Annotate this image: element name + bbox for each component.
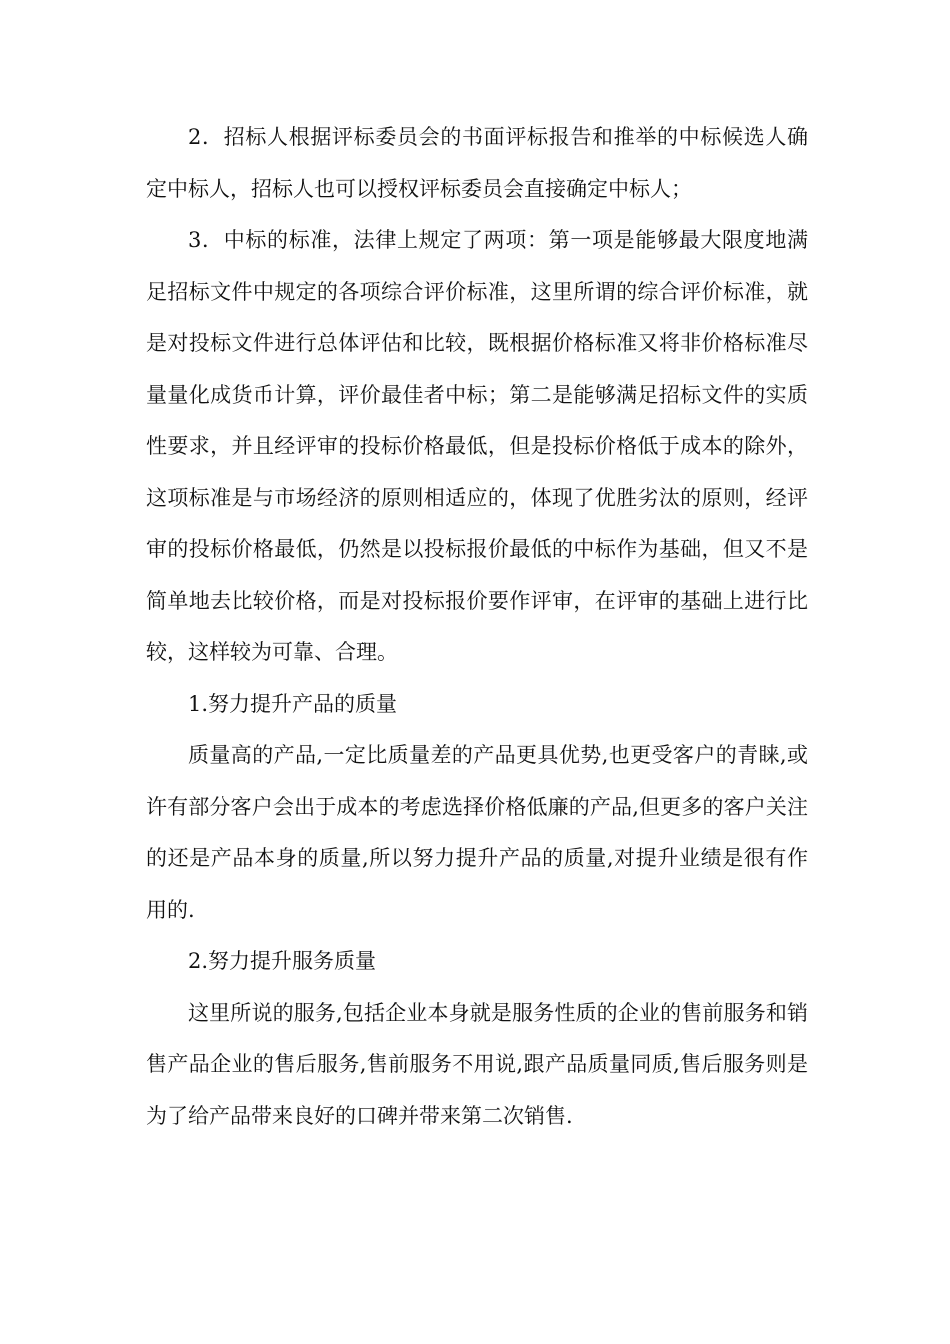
section-heading-service-quality: 2.努力提升服务质量 [188, 949, 377, 973]
paragraph-product-quality: 质量高的产品,一定比质量差的产品更具优势,也更受客户的青睐,或许有部分客户会出于成本的考虑选择价格低廉的产品,但更多的客户关注的还是产品本身的质量,所以努力提升产品的质量,对提升业绩是很有作用的. [146, 743, 808, 922]
document-page [146, 112, 808, 1142]
paragraph-bid-decision: 2．招标人根据评标委员会的书面评标报告和推举的中标候选人确定中标人，招标人也可以授权评标委员会直接确定中标人； [146, 125, 808, 201]
paragraph-service-quality: 这里所说的服务,包括企业本身就是服务性质的企业的售前服务和销售产品企业的售后服务,售前服务不用说,跟产品质量同质,售后服务则是为了给产品带来良好的口碑并带来第二次销售. [146, 1000, 808, 1128]
paragraph-bid-standard: 3．中标的标准，法律上规定了两项：第一项是能够最大限度地满足招标文件中规定的各项综合评价标准，这里所谓的综合评价标准，就是对投标文件进行总体评估和比较，既根据价格标准又将非价格标准尽量量化成货币计算，评价最佳者中标；第二是能够满足招标文件的实质性要求，并且经评审的投标价格最低，但是投标价格低于成本的除外，这项标准是与市场经济的原则相适应的，体现了优胜劣汰的原则，经评审的投标价格最低，仍然是以投标报价最低的中标作为基础，但又不是简单地去比较价格，而是对投标报价要作评审，在评审的基础上进行比较，这样较为可靠、合理。 [146, 228, 808, 664]
section-heading-product-quality: 1.努力提升产品的质量 [188, 691, 398, 716]
